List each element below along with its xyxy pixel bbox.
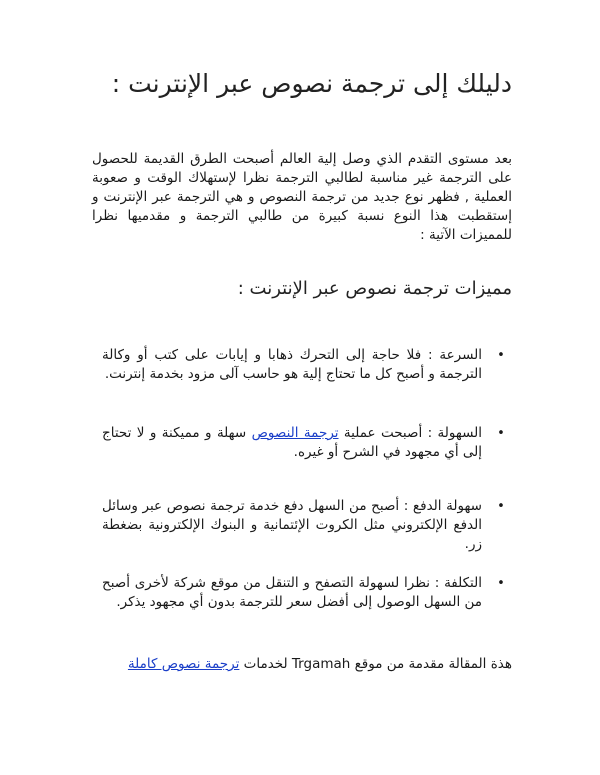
bullet-icon: • bbox=[497, 348, 505, 363]
site-name: Trgamah bbox=[291, 656, 351, 672]
feature-cost bbox=[102, 574, 512, 612]
feature-text: السرعة : فلا حاجة إلى التحرك ذهابا و إيابات على كتب أو وكالة الترجمة و أصبح كل ما تحتاج إلية هو حاسب آلى مزود بخدمة إنترنت. bbox=[102, 347, 482, 382]
footer-note bbox=[92, 655, 512, 674]
footer-text-before: هذة المقالة مقدمة من موقع bbox=[350, 656, 512, 672]
bullet-icon: • bbox=[497, 499, 505, 514]
features-heading: مميزات ترجمة نصوص عبر الإنترنت : bbox=[237, 278, 512, 299]
feature-text: سهولة الدفع : أصبح من السهل دفع خدمة ترجمة نصوص عبر وسائل الدفع الإلكتروني مثل الكروت الإئتمانية و البنوك الإلكترونية بضغطة زر. bbox=[102, 498, 482, 552]
bullet-icon: • bbox=[497, 576, 505, 591]
text-translation-link[interactable]: ترجمة النصوص bbox=[251, 425, 339, 441]
feature-text-after-link: سهلة و مميكنة و لا تحتاج إلى أي مجهود في الشرح أو غيره. bbox=[102, 425, 482, 460]
footer-text-middle: لخدمات bbox=[239, 656, 292, 672]
feature-payment bbox=[102, 497, 512, 554]
feature-text-before-link: السهولة : أصبحت عملية bbox=[338, 425, 483, 441]
feature-speed bbox=[102, 346, 512, 384]
bullet-icon: • bbox=[497, 426, 505, 441]
feature-ease bbox=[102, 424, 512, 462]
full-text-translation-link[interactable]: ترجمة نصوص كاملة bbox=[127, 656, 240, 672]
document-title: دليلك إلى ترجمة نصوص عبر الإنترنت : bbox=[111, 69, 512, 98]
feature-text: التكلفة : نظرا لسهولة التصفح و التنقل من موقع شركة لأخرى أصبح من السهل الوصول إلى أفضل سعر للترجمة بدون أي مجهود يذكر. bbox=[102, 575, 482, 610]
intro-paragraph: بعد مستوى التقدم الذي وصل إلية العالم أصبحت الطرق القديمة للحصول على الترجمة غير مناسبة لطالبي الترجمة نظرا لإستهلاك الوقت و صعوبة العملية , فظهر نوع جديد من ترجمة النصوص و هي الترجمة عبر الإنترنت و إستقطبت هذا النوع نسبة كبيرة من طالبي الترجمة و مقدميها نظرا للمميزات الآتية : bbox=[92, 151, 512, 243]
